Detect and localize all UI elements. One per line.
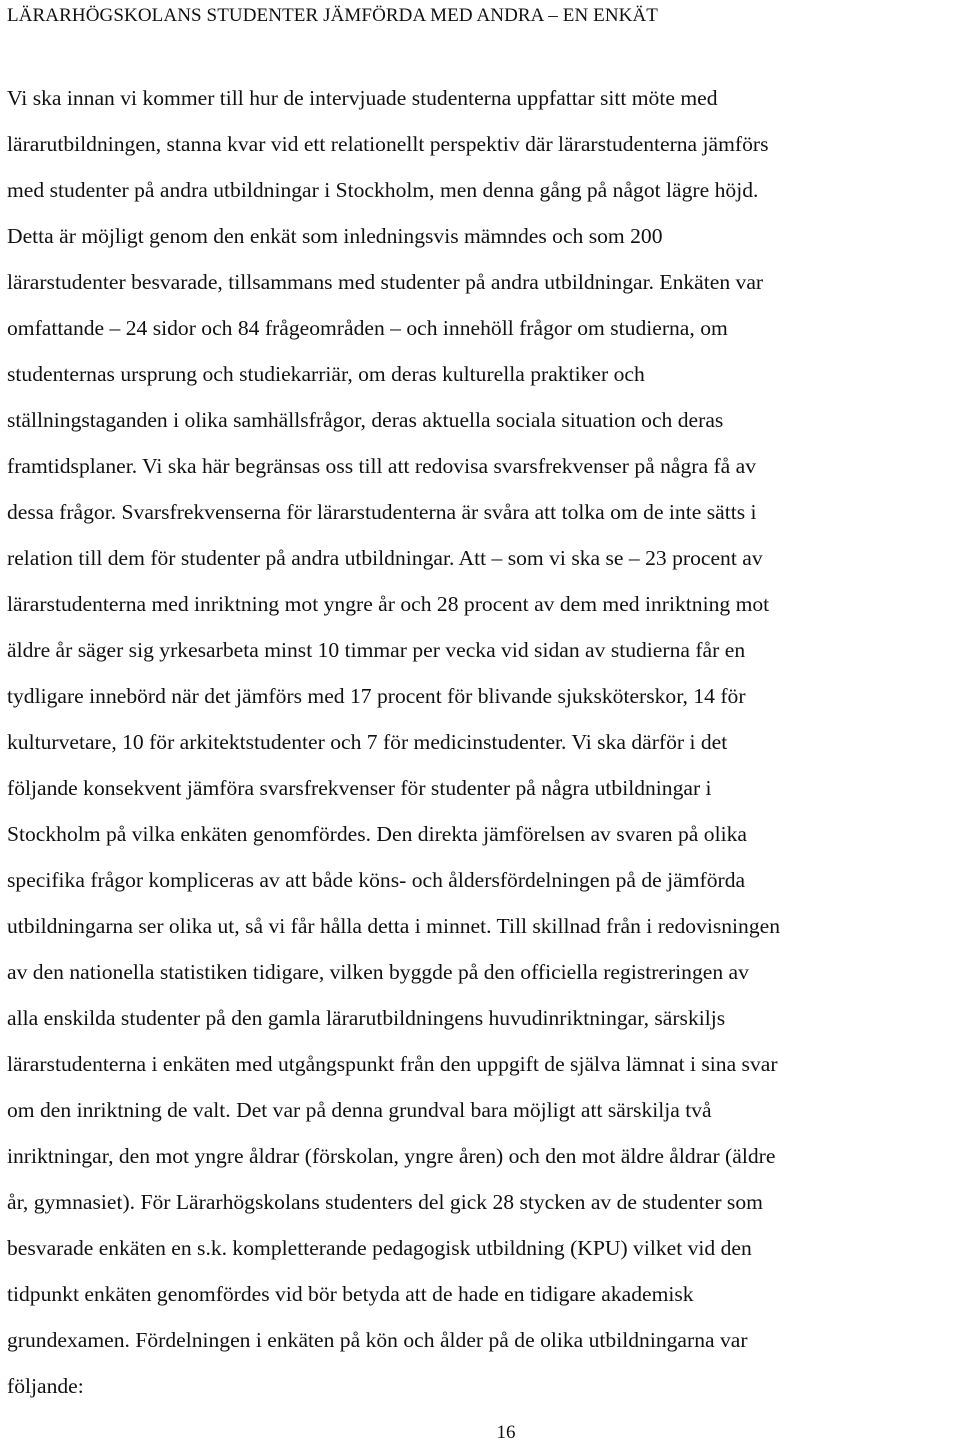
paragraph-line: studenternas ursprung och studiekarriär, om deras kulturella praktiker och: [7, 362, 645, 386]
paragraph-line: specifika frågor kompliceras av att både köns- och åldersfördelningen på de jämförda: [7, 868, 746, 892]
paragraph-line: med studenter på andra utbildningar i Stockholm, men denna gång på något lägre höjd.: [7, 178, 759, 202]
page-number: 16: [496, 1422, 516, 1443]
paragraph-line: Stockholm på vilka enkäten genomfördes. Den direkta jämförelsen av svaren på olika: [7, 822, 747, 846]
paragraph-line: tidpunkt enkäten genomfördes vid bör betyda att de hade en tidigare akademisk: [7, 1282, 694, 1306]
paragraph-line: lärarutbildningen, stanna kvar vid ett relationellt perspektiv där lärarstudenterna jämförs: [7, 132, 769, 156]
paragraph-line: följande konsekvent jämföra svarsfrekvenser för studenter på några utbildningar i: [7, 776, 712, 800]
paragraph-line: relation till dem för studenter på andra utbildningar. Att – som vi ska se – 23 procent av: [7, 546, 763, 570]
paragraph-line: lärarstudenterna med inriktning mot yngre år och 28 procent av dem med inriktning mot: [7, 592, 770, 616]
paragraph-line: Detta är möjligt genom den enkät som inledningsvis mämndes och som 200: [7, 224, 663, 248]
paragraph-line: lärarstudenter besvarade, tillsammans med studenter på andra utbildningar. Enkäten var: [7, 270, 764, 294]
paragraph-line: dessa frågor. Svarsfrekvenserna för lärarstudenterna är svåra att tolka om de inte sätts i: [7, 500, 757, 524]
paragraph-line: tydligare innebörd när det jämförs med 17 procent för blivande sjuksköterskor, 14 för: [7, 684, 746, 708]
paragraph-line: kulturvetare, 10 för arkitektstudenter och 7 för medicinstudenter. Vi ska därför i det: [7, 730, 728, 754]
paragraph-line: utbildningarna ser olika ut, så vi får hålla detta i minnet. Till skillnad från i redovisningen: [7, 914, 781, 938]
paragraph-line: omfattande – 24 sidor och 84 frågeområden – och innehöll frågor om studierna, om: [7, 316, 728, 340]
paragraph-line: besvarade enkäten en s.k. kompletterande pedagogisk utbildning (KPU) vilket vid den: [7, 1236, 752, 1260]
paragraph-line: av den nationella statistiken tidigare, vilken byggde på den officiella registreringen av: [7, 960, 749, 984]
paragraph-line: Vi ska innan vi kommer till hur de intervjuade studenterna uppfattar sitt möte med: [7, 86, 718, 110]
paragraph-line: grundexamen. Fördelningen i enkäten på kön och ålder på de olika utbildningarna var: [7, 1328, 748, 1352]
paragraph-line: äldre år säger sig yrkesarbeta minst 10 timmar per vecka vid sidan av studierna får en: [7, 638, 746, 662]
paragraph-line: lärarstudenterna i enkäten med utgångspunkt från den uppgift de själva lämnat i sina svar: [7, 1052, 778, 1076]
paragraph-line: följande:: [7, 1374, 84, 1398]
paragraph-line: år, gymnasiet). För Lärarhögskolans studenters del gick 28 stycken av de studenter som: [7, 1190, 763, 1214]
running-header: LÄRARHÖGSKOLANS STUDENTER JÄMFÖRDA MED ANDRA – EN ENKÄT: [7, 5, 659, 26]
paragraph-line: om den inriktning de valt. Det var på denna grundval bara möjligt att särskilja två: [7, 1098, 712, 1122]
paragraph-line: framtidsplaner. Vi ska här begränsas oss till att redovisa svarsfrekvenser på några få av: [7, 454, 757, 478]
body-paragraph: [7, 75, 957, 1409]
paragraph-line: inriktningar, den mot yngre åldrar (förskolan, yngre åren) och den mot äldre åldrar (äldre: [7, 1144, 776, 1168]
paragraph-line: ställningstaganden i olika samhällsfrågor, deras aktuella sociala situation och deras: [7, 408, 724, 432]
paragraph-line: alla enskilda studenter på den gamla lärarutbildningens huvudinriktningar, särskiljs: [7, 1006, 726, 1030]
